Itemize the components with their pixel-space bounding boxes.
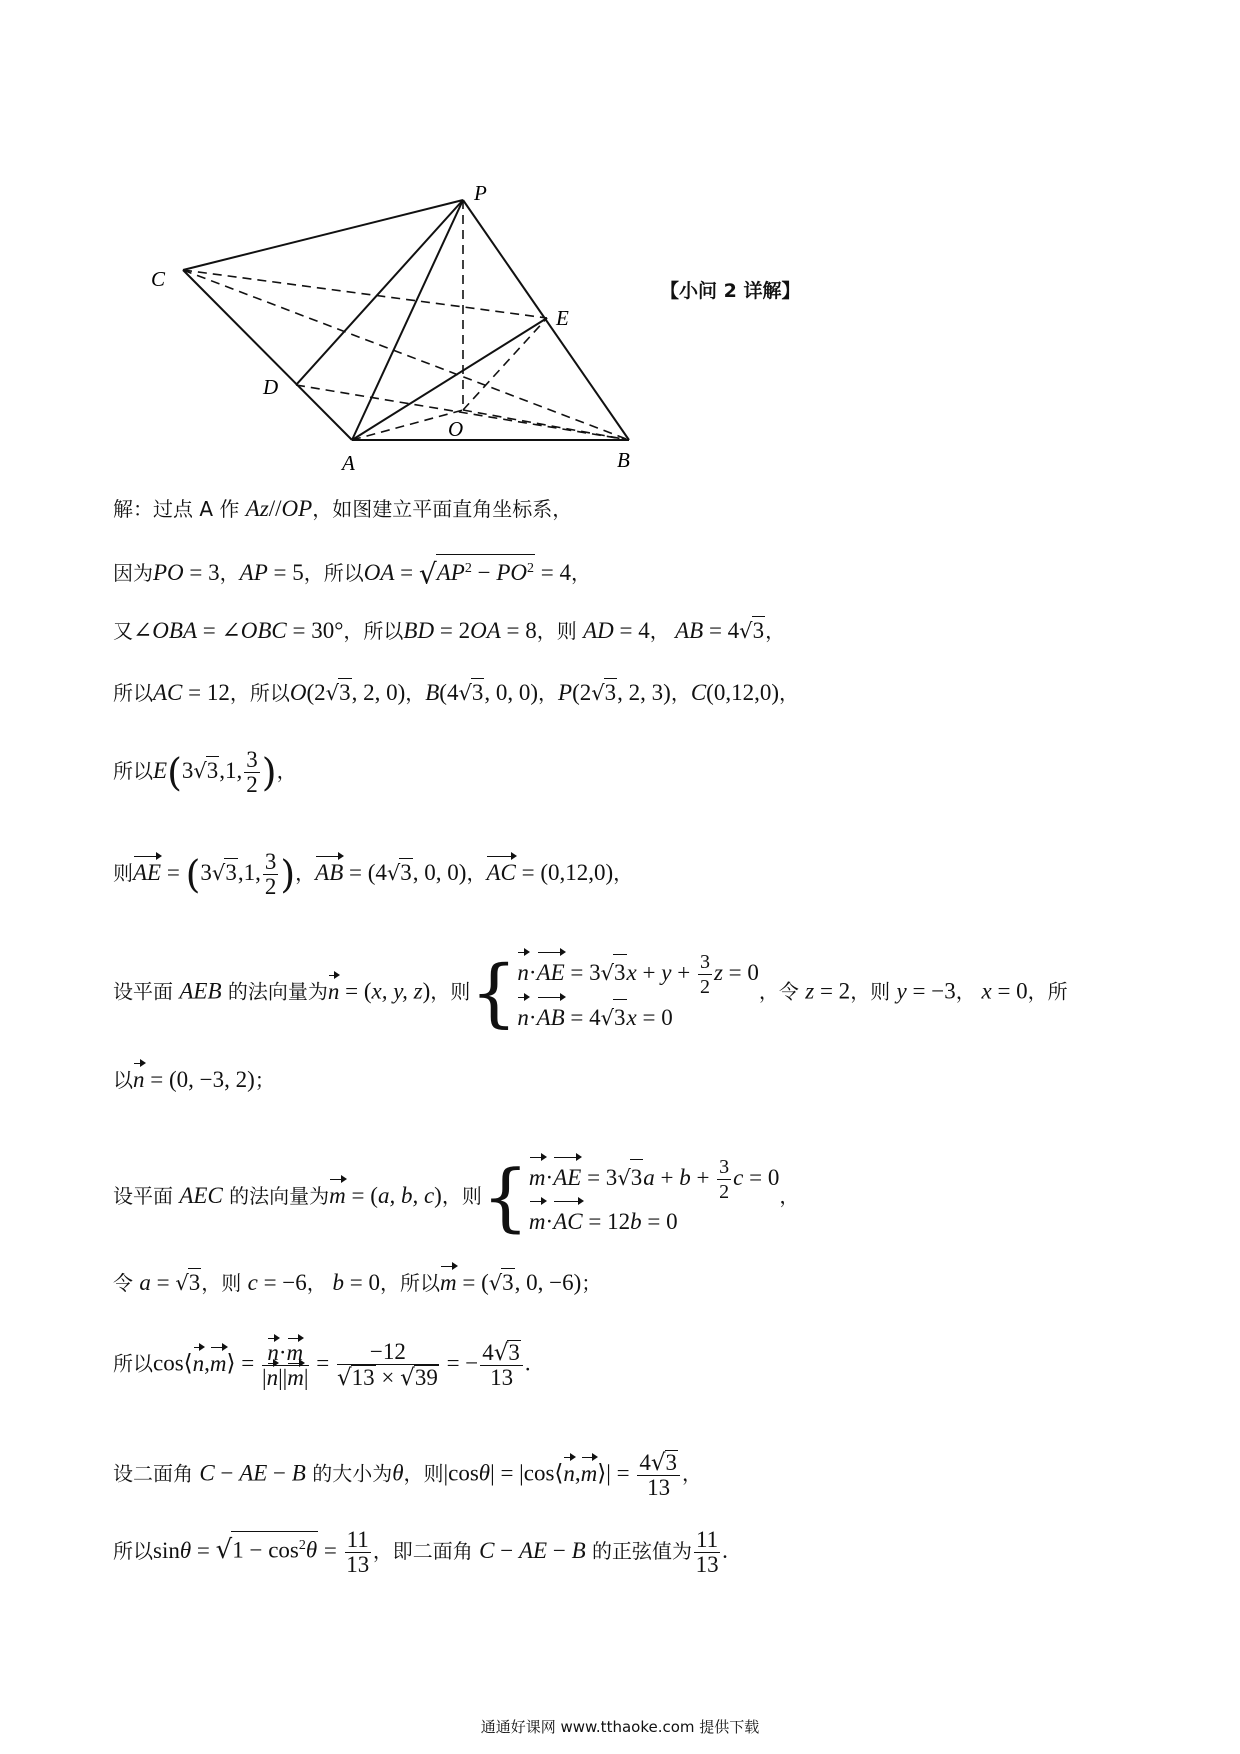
dash-OE	[463, 318, 547, 410]
dash-CE	[183, 270, 547, 318]
edge-PC	[183, 200, 463, 270]
solution-line-11: 所以cos⟨n,m⟩ = $\frac{n\cdot m}{|n||m|}$ = $\frac{-12}{√13 \times √39}$ = − $\frac{4√3}{13}$ .	[113, 1339, 531, 1391]
solution-line-5: 所以E(3√3,1, $\frac{3}{2}$ )，	[113, 747, 297, 797]
dash-CB	[183, 270, 629, 440]
label-D: D	[263, 375, 279, 399]
dash-AO	[352, 410, 463, 440]
solution-line-4: 所以AC = 12，所以O(2√3, 2, 0)，B(4√3, 0, 0)，P(2√3, 2, 3)，C(0,12,0)，	[113, 680, 799, 705]
solution-line-7: 设平面 AEB 的法向量为n = (x, y, z)，则{ n·AE = 3√3x + y + $\frac{3}{2}$ z = 0 n·AB = 4√3x = 0 ，令 z = 2，则 y = −3， x = 0，所	[113, 950, 1068, 1036]
edge-PD	[296, 200, 463, 385]
label-C: C	[151, 267, 166, 291]
solution-line-2: 因为PO = 3，AP = 5，所以OA = $√AP^2 - PO^2 = 4$，	[113, 554, 591, 594]
solution-line-1: 解：过点 A 作 Az//OP，如图建立平面直角坐标系，	[113, 496, 573, 521]
label-E: E	[556, 306, 569, 330]
label-O: O	[448, 417, 464, 441]
label-P: P	[474, 181, 487, 205]
dash-OB	[463, 410, 629, 440]
solution-line-13: 所以$\sin\theta = √1 - \cos^2\theta$ = $\frac{11}{13}$ ，即二面角 C − AE − B 的正弦值为 $\frac{11}{13}$ .	[113, 1527, 728, 1577]
section-title: 【小问 2 详解】	[660, 280, 801, 302]
pyramid-figure	[0, 0, 1240, 480]
solution-line-9: 设平面 AEC 的法向量为m = (a, b, c)，则{ m·AE = 3√3a + b + $\frac{3}{2}$ c = 0 m·AC = 12b = 0 ，	[113, 1154, 800, 1241]
solution-line-8: 以n = (0, −3, 2)；	[113, 1067, 275, 1092]
solution-line-6: 则AE = (3√3,1, $\frac{3}{2}$ )，AB = (4√3, 0, 0)，AC = (0,12,0)，	[113, 849, 634, 899]
edge-CA	[183, 270, 352, 440]
solution-line-3: 又∠OBA = ∠OBC = 30°，所以BD = 2OA = 8，则 AD = 4， AB = 4√3，	[113, 618, 786, 643]
solution-line-12: 设二面角 C − AE − B 的大小为θ，则|cosθ| = |cos⟨n,m⟩| = $\frac{4√3}{13}$ ，	[113, 1450, 702, 1500]
label-A: A	[342, 451, 355, 475]
label-B: B	[617, 448, 630, 472]
footer-credit: 通通好课网 www.tthaoke.com 提供下载	[480, 1718, 760, 1736]
solution-line-10: 令 a = √3，则 c = −6， b = 0，所以m = (√3, 0, −6)；	[113, 1270, 602, 1295]
